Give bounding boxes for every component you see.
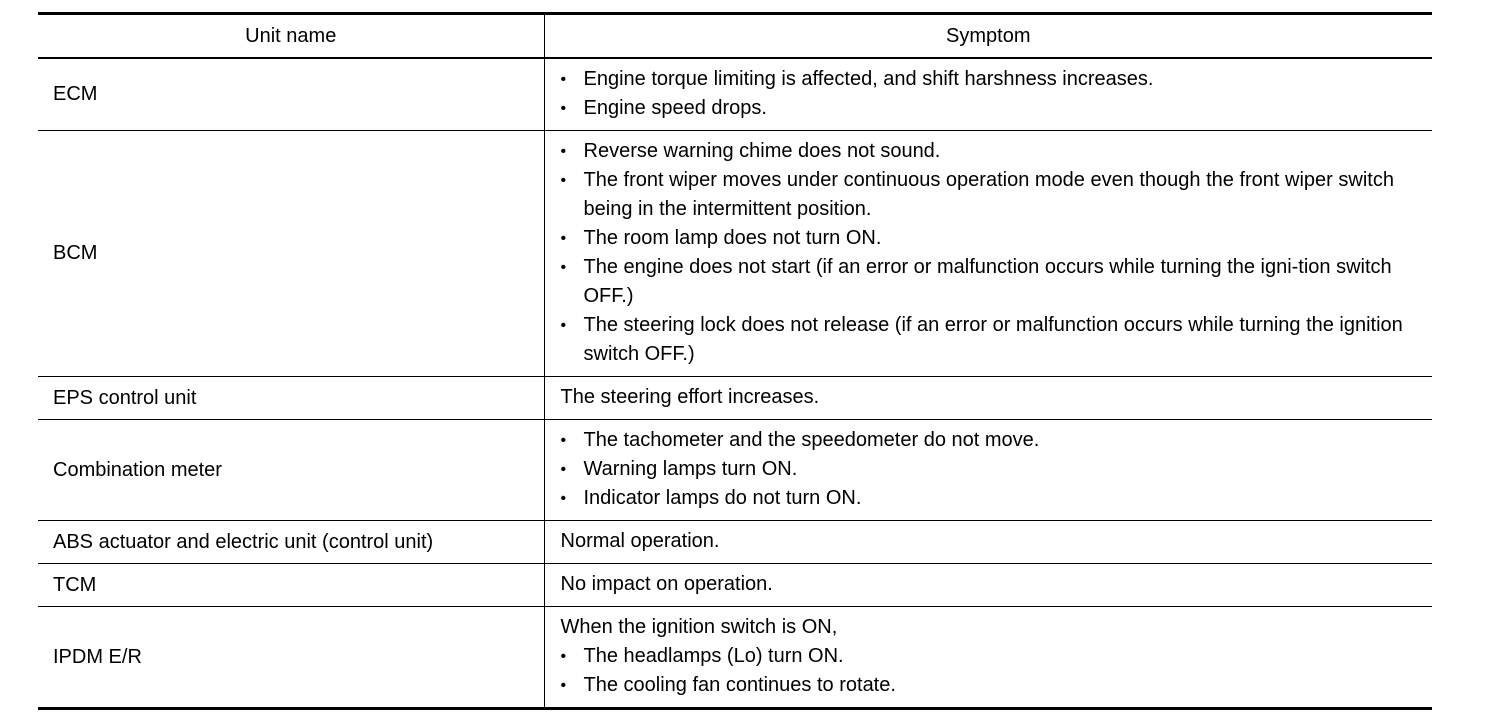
unit-name-cell: TCM xyxy=(38,564,544,607)
symptom-item: • The front wiper moves under continuous operation mode even though the front wiper switch being in the intermittent position. xyxy=(561,166,1423,224)
symptom-list xyxy=(561,642,1423,700)
symptom-item: • The tachometer and the speedometer do not move. xyxy=(561,426,1423,455)
symptom-cell xyxy=(544,564,1432,607)
symptom-item: • The cooling fan continues to rotate. xyxy=(561,671,1423,700)
unit-name-cell: ABS actuator and electric unit (control unit) xyxy=(38,521,544,564)
symptom-item: • Reverse warning chime does not sound. xyxy=(561,137,1423,166)
symptom-item: • Warning lamps turn ON. xyxy=(561,455,1423,484)
table-row xyxy=(38,564,1432,607)
header-symptom: Symptom xyxy=(544,14,1432,59)
symptom-item: • Indicator lamps do not turn ON. xyxy=(561,484,1423,513)
table-row xyxy=(38,420,1432,521)
symptom-item: • Engine torque limiting is affected, and shift harshness increases. xyxy=(561,65,1423,94)
table-row xyxy=(38,521,1432,564)
symptom-cell xyxy=(544,521,1432,564)
symptom-item: • Engine speed drops. xyxy=(561,94,1423,123)
header-unit-name: Unit name xyxy=(38,14,544,59)
symptom-text: Normal operation. xyxy=(560,530,720,552)
header-row xyxy=(38,14,1432,59)
symptom-list xyxy=(561,65,1423,123)
symptom-item: • The steering lock does not release (if an error or malfunction occurs while turning the ignition switch OFF.) xyxy=(561,311,1423,369)
symptom-item: • The room lamp does not turn ON. xyxy=(561,224,1423,253)
symptom-list xyxy=(561,137,1423,369)
symptom-cell xyxy=(544,377,1432,420)
symptom-cell xyxy=(544,58,1432,131)
symptom-intro-text: When the ignition switch is ON, xyxy=(560,616,838,638)
symptom-text: The steering effort increases. xyxy=(560,386,820,408)
unit-name-cell: Combination meter xyxy=(38,420,544,521)
symptom-list xyxy=(561,426,1423,513)
symptom-cell xyxy=(544,420,1432,521)
unit-name-cell: BCM xyxy=(38,131,544,377)
table-row xyxy=(38,131,1432,377)
table-row xyxy=(38,377,1432,420)
symptom-item: • The engine does not start (if an error or malfunction occurs while turning the igni-tion switch OFF.) xyxy=(561,253,1423,311)
symptom-table xyxy=(38,12,1432,710)
unit-name-cell: EPS control unit xyxy=(38,377,544,420)
symptom-cell xyxy=(544,131,1432,377)
unit-name-cell: IPDM E/R xyxy=(38,607,544,709)
table-row xyxy=(38,58,1432,131)
symptom-table-container xyxy=(38,12,1432,710)
symptom-cell xyxy=(544,607,1432,709)
table-row xyxy=(38,607,1432,709)
symptom-item: • The headlamps (Lo) turn ON. xyxy=(561,642,1423,671)
symptom-text: No impact on operation. xyxy=(560,573,773,595)
unit-name-cell: ECM xyxy=(38,58,544,131)
